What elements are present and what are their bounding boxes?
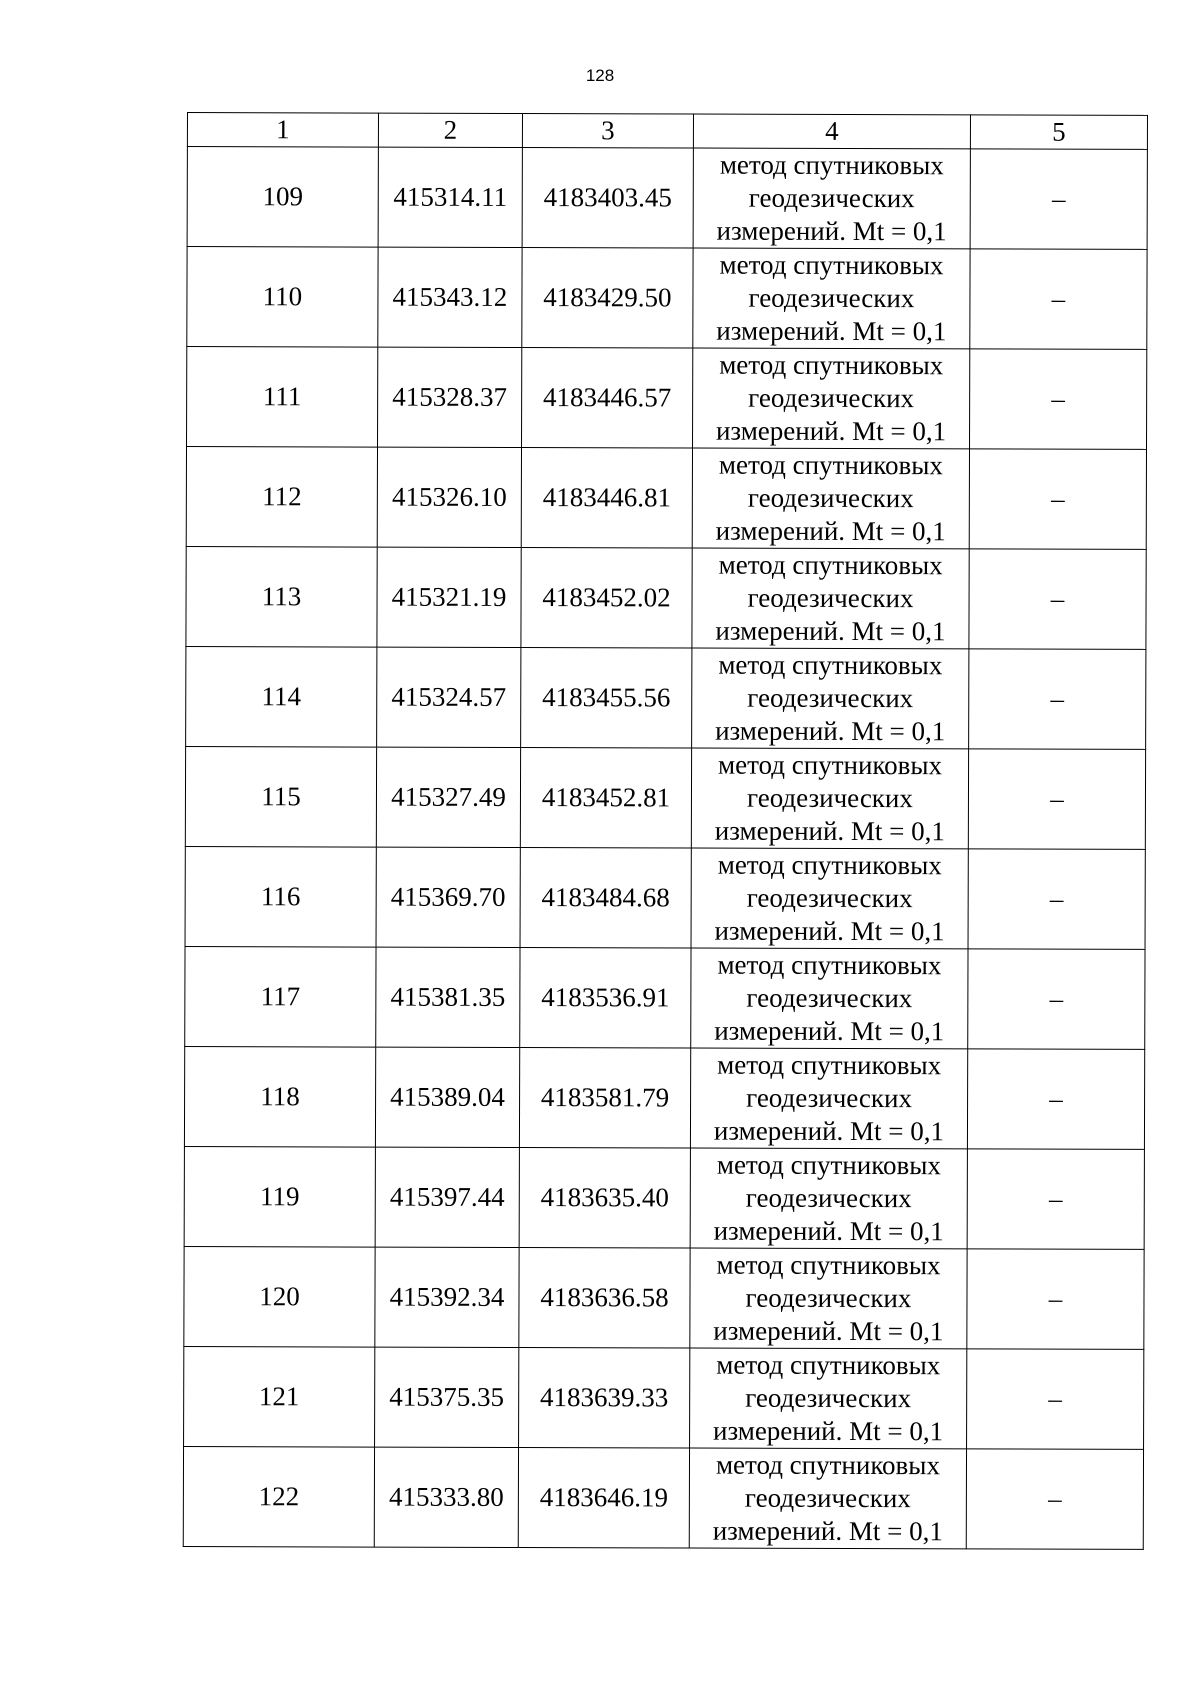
method-text-line: геодезических bbox=[745, 1282, 912, 1314]
method-text-line: геодезических bbox=[745, 1182, 912, 1214]
method-text-line: метод спутниковых bbox=[718, 649, 943, 681]
note-cell: – bbox=[970, 349, 1147, 450]
method-text-line: измерений. Mt = 0,1 bbox=[715, 615, 946, 647]
note-cell: – bbox=[967, 1249, 1144, 1350]
point-number-cell: 111 bbox=[187, 347, 378, 448]
column-header-1: 1 bbox=[187, 113, 378, 148]
method-text-line: метод спутниковых bbox=[719, 349, 944, 381]
table-row bbox=[184, 1046, 1144, 1149]
method-cell bbox=[690, 1348, 967, 1449]
method-cell bbox=[691, 748, 968, 849]
method-text-line: метод спутниковых bbox=[719, 249, 944, 281]
y-coordinate-cell: 4183452.02 bbox=[521, 547, 692, 648]
note-cell: – bbox=[967, 1349, 1144, 1450]
method-cell bbox=[689, 1448, 966, 1549]
method-text-line: метод спутниковых bbox=[717, 1049, 942, 1081]
method-cell bbox=[690, 1148, 967, 1249]
method-cell bbox=[692, 448, 969, 549]
table-row bbox=[186, 546, 1146, 649]
note-cell: – bbox=[969, 649, 1146, 750]
point-number-cell: 120 bbox=[184, 1246, 375, 1347]
method-text-line: измерений. Mt = 0,1 bbox=[715, 515, 946, 547]
method-text-line: измерений. Mt = 0,1 bbox=[715, 715, 946, 747]
method-text-line: метод спутниковых bbox=[719, 149, 944, 181]
point-number-cell: 116 bbox=[185, 846, 376, 947]
x-coordinate-cell: 415321.19 bbox=[377, 547, 521, 647]
y-coordinate-cell: 4183446.57 bbox=[522, 347, 693, 448]
y-coordinate-cell: 4183455.56 bbox=[521, 647, 692, 748]
note-cell: – bbox=[969, 449, 1146, 550]
column-header-5: 5 bbox=[970, 115, 1147, 150]
x-coordinate-cell: 415369.70 bbox=[376, 847, 520, 947]
point-number-cell: 121 bbox=[184, 1346, 375, 1447]
method-cell bbox=[693, 348, 970, 449]
point-number-cell: 117 bbox=[185, 946, 376, 1047]
y-coordinate-cell: 4183452.81 bbox=[520, 747, 691, 848]
method-text-line: метод спутниковых bbox=[716, 1249, 941, 1281]
table-row bbox=[187, 147, 1147, 250]
table-row bbox=[185, 746, 1145, 849]
method-text-line: измерений. Mt = 0,1 bbox=[714, 815, 945, 847]
method-cell bbox=[692, 548, 969, 649]
x-coordinate-cell: 415375.35 bbox=[375, 1347, 519, 1447]
method-text-line: геодезических bbox=[748, 282, 915, 314]
method-text-line: метод спутниковых bbox=[718, 549, 943, 581]
method-cell bbox=[691, 848, 968, 949]
x-coordinate-cell: 415314.11 bbox=[378, 147, 522, 247]
method-text-line: измерений. Mt = 0,1 bbox=[716, 215, 947, 247]
table-row bbox=[185, 846, 1145, 949]
table-row bbox=[187, 247, 1147, 350]
method-text-line: геодезических bbox=[746, 982, 913, 1014]
method-text-line: метод спутниковых bbox=[717, 849, 942, 881]
method-text-line: измерений. Mt = 0,1 bbox=[713, 1115, 945, 1147]
point-number-cell: 113 bbox=[186, 546, 377, 647]
point-number-cell: 110 bbox=[187, 247, 378, 348]
method-cell bbox=[690, 1248, 967, 1349]
method-text-line: измерений. Mt = 0,1 bbox=[714, 915, 945, 947]
table-body bbox=[183, 147, 1147, 1550]
x-coordinate-cell: 415324.57 bbox=[377, 647, 521, 747]
method-text-line: метод спутниковых bbox=[718, 749, 943, 781]
table-header-row bbox=[187, 113, 1147, 150]
note-cell: – bbox=[967, 1049, 1144, 1150]
coordinates-table bbox=[183, 112, 1148, 1550]
point-number-cell: 109 bbox=[187, 147, 378, 248]
method-cell bbox=[692, 648, 969, 749]
x-coordinate-cell: 415343.12 bbox=[378, 247, 522, 347]
method-text-line: измерений. Mt = 0,1 bbox=[715, 415, 947, 447]
column-header-4: 4 bbox=[693, 114, 970, 149]
point-number-cell: 118 bbox=[184, 1046, 375, 1147]
method-text-line: геодезических bbox=[747, 682, 914, 714]
y-coordinate-cell: 4183536.91 bbox=[520, 947, 691, 1048]
x-coordinate-cell: 415328.37 bbox=[378, 347, 522, 447]
point-number-cell: 119 bbox=[184, 1146, 375, 1247]
y-coordinate-cell: 4183646.19 bbox=[518, 1447, 689, 1548]
point-number-cell: 114 bbox=[186, 646, 377, 747]
y-coordinate-cell: 4183581.79 bbox=[519, 1047, 690, 1148]
method-text-line: метод спутниковых bbox=[718, 449, 943, 481]
point-number-cell: 122 bbox=[183, 1446, 374, 1547]
method-text-line: геодезических bbox=[746, 782, 913, 814]
y-coordinate-cell: 4183446.81 bbox=[521, 447, 692, 548]
note-cell: – bbox=[968, 849, 1145, 950]
point-number-cell: 115 bbox=[185, 746, 376, 847]
method-text-line: измерений. Mt = 0,1 bbox=[713, 1215, 944, 1247]
x-coordinate-cell: 415381.35 bbox=[376, 947, 520, 1047]
y-coordinate-cell: 4183403.45 bbox=[522, 147, 693, 248]
method-cell bbox=[693, 248, 970, 349]
method-cell bbox=[691, 948, 968, 1049]
method-cell bbox=[690, 1048, 967, 1149]
method-text-line: геодезических bbox=[748, 182, 915, 214]
point-number-cell: 112 bbox=[186, 447, 377, 548]
x-coordinate-cell: 415392.34 bbox=[375, 1247, 519, 1347]
note-cell: – bbox=[970, 249, 1147, 350]
method-text-line: измерений. Mt = 0,1 bbox=[712, 1515, 943, 1547]
method-text-line: геодезических bbox=[746, 882, 913, 914]
y-coordinate-cell: 4183636.58 bbox=[519, 1247, 690, 1348]
note-cell: – bbox=[966, 1449, 1143, 1550]
method-text-line: измерений. Mt = 0,1 bbox=[712, 1415, 944, 1447]
x-coordinate-cell: 415389.04 bbox=[375, 1047, 519, 1147]
x-coordinate-cell: 415397.44 bbox=[375, 1147, 519, 1247]
y-coordinate-cell: 4183635.40 bbox=[519, 1147, 690, 1248]
method-text-line: измерений. Mt = 0,1 bbox=[714, 1015, 945, 1047]
column-header-2: 2 bbox=[378, 113, 522, 147]
table-row bbox=[184, 1246, 1144, 1349]
method-text-line: измерений. Mt = 0,1 bbox=[713, 1315, 944, 1347]
page-number: 128 bbox=[585, 66, 615, 85]
method-text-line: геодезических bbox=[744, 1482, 911, 1514]
note-cell: – bbox=[967, 1149, 1144, 1250]
table-row bbox=[186, 447, 1146, 550]
method-cell bbox=[693, 148, 970, 249]
method-text-line: метод спутниковых bbox=[716, 1349, 941, 1381]
table-row bbox=[184, 1346, 1144, 1449]
note-cell: – bbox=[968, 749, 1145, 850]
method-text-line: геодезических bbox=[748, 382, 915, 414]
x-coordinate-cell: 415327.49 bbox=[376, 747, 520, 847]
table-row bbox=[184, 1146, 1144, 1249]
note-cell: – bbox=[968, 949, 1145, 1050]
table-row bbox=[187, 347, 1147, 450]
method-text-line: геодезических bbox=[746, 1082, 913, 1114]
table-row bbox=[186, 646, 1146, 749]
method-text-line: метод спутниковых bbox=[717, 949, 942, 981]
table-row bbox=[185, 946, 1145, 1049]
column-header-3: 3 bbox=[522, 113, 693, 148]
y-coordinate-cell: 4183429.50 bbox=[522, 247, 693, 348]
x-coordinate-cell: 415326.10 bbox=[377, 447, 521, 547]
method-text-line: геодезических bbox=[747, 582, 914, 614]
method-text-line: геодезических bbox=[745, 1382, 912, 1414]
method-text-line: геодезических bbox=[747, 482, 914, 514]
method-text-line: метод спутниковых bbox=[716, 1149, 941, 1181]
table-row bbox=[183, 1446, 1143, 1549]
note-cell: – bbox=[970, 149, 1147, 250]
note-cell: – bbox=[969, 549, 1146, 650]
y-coordinate-cell: 4183484.68 bbox=[520, 847, 691, 948]
x-coordinate-cell: 415333.80 bbox=[374, 1447, 518, 1547]
method-text-line: метод спутниковых bbox=[715, 1449, 941, 1481]
method-text-line: измерений. Mt = 0,1 bbox=[716, 315, 947, 347]
y-coordinate-cell: 4183639.33 bbox=[519, 1347, 690, 1448]
